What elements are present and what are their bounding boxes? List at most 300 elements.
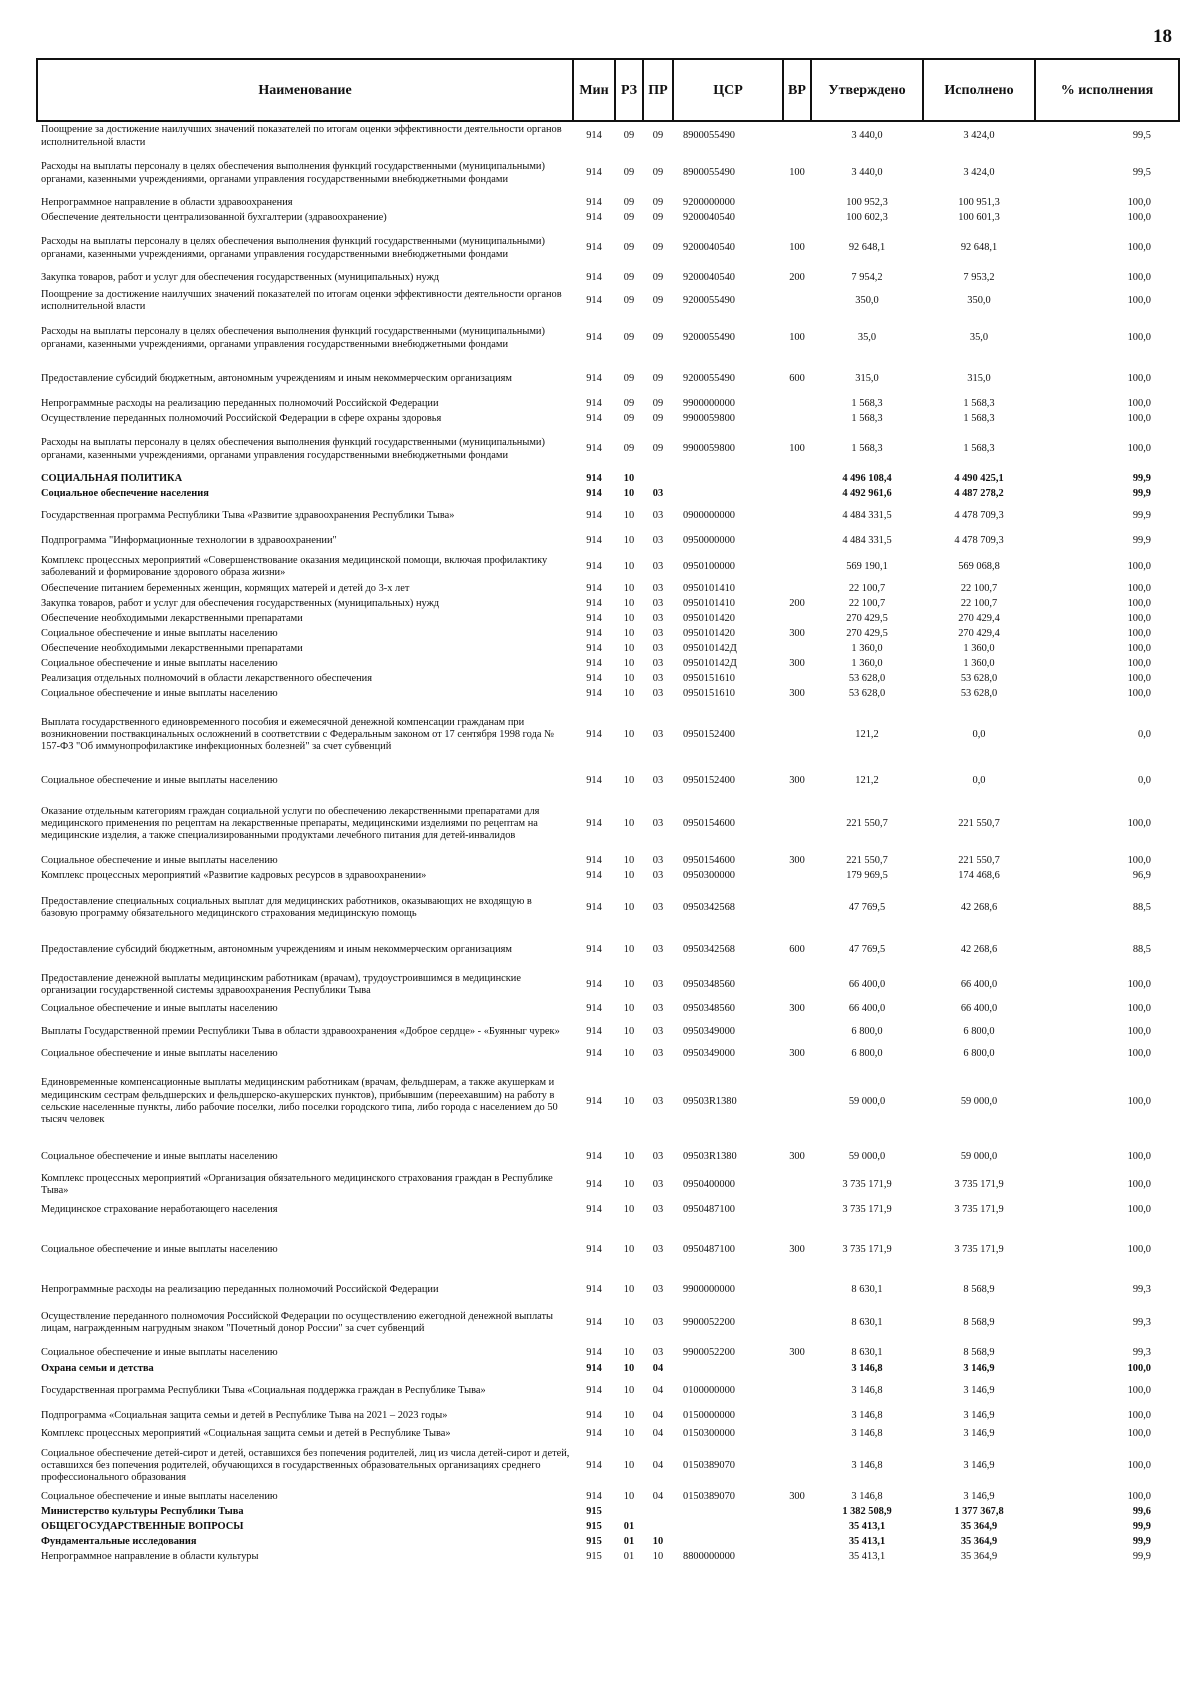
row-rz: 10 <box>623 583 635 595</box>
row-approved: 270 429,5 <box>846 613 888 625</box>
row-csr: 9900052200 <box>683 1346 735 1358</box>
row-min: 914 <box>586 688 602 700</box>
row-min: 915 <box>586 1551 602 1563</box>
row-name: Министерство культуры Республики Тыва <box>41 1506 244 1518</box>
row-percent: 99,9 <box>1132 509 1151 521</box>
row-name: Непрограммное направление в области культуры <box>41 1551 259 1563</box>
table-row <box>37 1442 1179 1490</box>
row-vr <box>783 1362 811 1377</box>
table-row <box>37 121 1179 151</box>
table-body <box>37 121 1179 1565</box>
table-row <box>37 1550 1179 1565</box>
row-executed: 6 800,0 <box>963 1048 995 1060</box>
row-csr: 0950101420 <box>683 628 735 640</box>
row-rz: 10 <box>623 1048 635 1060</box>
row-rz: 10 <box>623 728 635 740</box>
row-approved: 350,0 <box>855 294 879 306</box>
row-name: Непрограммные расходы на реализацию переданных полномочий Российской Федерации <box>41 398 439 410</box>
table-row <box>37 1062 1179 1142</box>
row-csr: 0950349000 <box>683 1025 735 1037</box>
row-csr: 9200055490 <box>683 332 735 344</box>
row-percent: 100,0 <box>1127 583 1151 595</box>
row-name: Осуществление переданного полномочия Российской Федерации по осуществлению ежегодной денежной выплаты лицам, награжденным нагрудным знаком "Почетный донор России" за счет субвенций <box>41 1310 554 1334</box>
row-approved: 3 146,8 <box>851 1459 883 1471</box>
row-approved: 7 954,2 <box>851 272 883 284</box>
row-percent: 96,9 <box>1132 870 1151 882</box>
row-name: Комплекс процессных мероприятий «Развитие кадровых ресурсов в здравоохранении» <box>41 870 427 882</box>
table-row <box>37 427 1179 472</box>
row-percent: 99,9 <box>1132 1536 1151 1548</box>
row-vr <box>783 397 811 412</box>
row-vr <box>783 968 811 1002</box>
row-min: 914 <box>586 1316 602 1328</box>
row-approved: 315,0 <box>855 372 879 384</box>
table-row <box>37 226 1179 271</box>
row-approved: 569 190,1 <box>846 560 888 572</box>
row-name: Государственная программа Республики Тыва «Развитие здравоохранения Республики Тыва» <box>41 509 455 521</box>
row-approved: 59 000,0 <box>848 1150 886 1162</box>
row-approved: 3 146,8 <box>851 1491 883 1503</box>
row-rz: 09 <box>623 398 635 410</box>
row-name: СОЦИАЛЬНАЯ ПОЛИТИКА <box>41 473 183 485</box>
row-percent: 99,9 <box>1132 534 1151 546</box>
row-rz: 10 <box>623 658 635 670</box>
row-executed: 53 628,0 <box>960 673 998 685</box>
row-name: Социальное обеспечение и иные выплаты населению <box>41 774 278 786</box>
row-csr <box>673 487 783 502</box>
row-min: 914 <box>586 1048 602 1060</box>
row-approved: 35 413,1 <box>848 1551 886 1563</box>
row-pr: 03 <box>652 1095 664 1107</box>
row-approved: 6 800,0 <box>851 1025 883 1037</box>
row-csr: 9900059800 <box>683 443 735 455</box>
row-pr: 03 <box>652 628 664 640</box>
row-pr: 04 <box>652 1384 664 1396</box>
row-percent: 99,5 <box>1132 130 1151 142</box>
row-percent: 100,0 <box>1127 1003 1151 1015</box>
row-name: Социальное обеспечение и иные выплаты населению <box>41 1003 278 1015</box>
row-pr: 03 <box>652 613 664 625</box>
row-percent: 100,0 <box>1127 643 1151 655</box>
row-vr: 300 <box>789 774 805 786</box>
row-min: 914 <box>586 242 602 254</box>
row-name: Социальное обеспечение и иные выплаты населению <box>41 658 278 670</box>
row-rz: 10 <box>623 534 635 546</box>
row-name: Расходы на выплаты персоналу в целях обеспечения выполнения функций государственными (муниципальными) органами, казенными учреждениями, органами управления государственными внебюджетными фондами <box>41 326 545 350</box>
row-pr: 03 <box>652 1025 664 1037</box>
row-rz: 10 <box>623 688 635 700</box>
row-percent: 100,0 <box>1127 1203 1151 1215</box>
row-vr: 100 <box>789 443 805 455</box>
row-name: Подпрограмма "Информационные технологии в здравоохранении" <box>41 534 337 546</box>
row-executed: 221 550,7 <box>958 817 1000 829</box>
row-min: 914 <box>586 774 602 786</box>
row-min: 914 <box>586 372 602 384</box>
row-rz: 09 <box>623 413 635 425</box>
row-rz: 10 <box>623 1459 635 1471</box>
row-rz: 10 <box>623 1283 635 1295</box>
row-percent: 99,5 <box>1132 167 1151 179</box>
row-pr: 03 <box>652 1150 664 1162</box>
table-row <box>37 1344 1179 1362</box>
row-name: Выплаты Государственной премии Республики Тыва в области здравоохранения «Доброе сердце» - «Буянныг чурек» <box>41 1025 560 1037</box>
row-min: 914 <box>586 212 602 224</box>
row-min: 914 <box>586 1150 602 1162</box>
row-executed: 42 268,6 <box>960 943 998 955</box>
row-approved: 6 800,0 <box>851 1048 883 1060</box>
header-name: Наименование <box>37 59 573 121</box>
row-approved: 1 568,3 <box>851 398 883 410</box>
row-executed: 8 568,9 <box>963 1316 995 1328</box>
row-csr: 9200040540 <box>683 212 735 224</box>
row-executed: 0,0 <box>972 728 986 740</box>
row-percent: 0,0 <box>1138 774 1151 786</box>
row-rz: 10 <box>623 643 635 655</box>
row-csr: 09503R1380 <box>683 1150 737 1162</box>
row-vr <box>783 869 811 884</box>
table-row <box>37 1490 1179 1505</box>
row-rz: 09 <box>623 212 635 224</box>
row-executed: 53 628,0 <box>960 688 998 700</box>
row-percent: 100,0 <box>1127 212 1151 224</box>
row-pr: 03 <box>652 673 664 685</box>
row-approved: 59 000,0 <box>848 1095 886 1107</box>
row-pr: 03 <box>652 870 664 882</box>
row-csr: 0950487100 <box>683 1243 735 1255</box>
row-executed: 569 068,8 <box>958 560 1000 572</box>
row-csr: 0950154600 <box>683 855 735 867</box>
row-min: 914 <box>586 197 602 209</box>
row-pr: 03 <box>652 1283 664 1295</box>
row-csr: 8900055490 <box>683 130 735 142</box>
row-csr: 0150389070 <box>683 1491 735 1503</box>
row-approved: 179 969,5 <box>846 870 888 882</box>
row-executed: 3 735 171,9 <box>954 1178 1004 1190</box>
table-row <box>37 657 1179 672</box>
row-vr: 300 <box>789 688 805 700</box>
row-executed: 270 429,4 <box>958 628 1000 640</box>
row-min: 914 <box>586 1243 602 1255</box>
row-percent: 100,0 <box>1127 855 1151 867</box>
row-min: 914 <box>586 673 602 685</box>
row-rz: 10 <box>623 1150 635 1162</box>
row-name: Медицинское страхование неработающего населения <box>41 1203 278 1215</box>
row-pr: 03 <box>652 509 664 521</box>
table-row <box>37 1520 1179 1535</box>
row-name: Осуществление переданных полномочий Российской Федерации в сфере охраны здоровья <box>41 413 442 425</box>
row-csr: 0950348560 <box>683 978 735 990</box>
row-rz: 09 <box>623 443 635 455</box>
row-csr: 095010142Д <box>683 643 737 655</box>
row-pr: 03 <box>652 488 664 500</box>
row-approved: 1 360,0 <box>851 658 883 670</box>
row-rz: 10 <box>623 1363 635 1375</box>
row-min: 914 <box>586 613 602 625</box>
row-rz: 10 <box>623 673 635 685</box>
row-pr: 03 <box>652 534 664 546</box>
row-percent: 100,0 <box>1127 978 1151 990</box>
table-row <box>37 854 1179 869</box>
table-row <box>37 1405 1179 1427</box>
table-row <box>37 1505 1179 1520</box>
row-vr <box>783 1198 811 1222</box>
row-name: Предоставление специальных социальных выплат для медицинских работников, оказывающих не входящую в базовую программу обязательного медицинского страхования медицинскую помощь <box>41 895 532 919</box>
row-vr: 100 <box>789 332 805 344</box>
row-executed: 350,0 <box>967 294 991 306</box>
row-csr: 0100000000 <box>683 1384 735 1396</box>
row-approved: 4 496 108,4 <box>842 473 892 485</box>
row-percent: 100,0 <box>1127 1491 1151 1503</box>
row-rz: 10 <box>623 488 635 500</box>
row-percent: 100,0 <box>1127 560 1151 572</box>
row-executed: 4 487 278,2 <box>954 488 1004 500</box>
row-pr: 10 <box>652 1551 664 1563</box>
row-pr: 04 <box>652 1409 664 1421</box>
row-min: 914 <box>586 728 602 740</box>
row-name: Расходы на выплаты персоналу в целях обеспечения выполнения функций государственными (муниципальными) органами, казенными учреждениями, органами управления государственными внебюджетными фондами <box>41 437 545 461</box>
row-csr: 0950152400 <box>683 728 735 740</box>
row-percent: 0,0 <box>1138 728 1151 740</box>
row-approved: 8 630,1 <box>851 1346 883 1358</box>
row-percent: 100,0 <box>1127 398 1151 410</box>
table-row <box>37 1377 1179 1405</box>
row-rz: 01 <box>623 1521 635 1533</box>
table-row <box>37 869 1179 884</box>
row-executed: 59 000,0 <box>960 1095 998 1107</box>
row-vr: 300 <box>789 628 805 640</box>
row-executed: 7 953,2 <box>963 272 995 284</box>
row-name: Оказание отдельным категориям граждан социальной услуги по обеспечению лекарственными препаратами для медицинского применения по рецептам на лекарственные препараты, медицинскими изделиями по рецептам на медицинские изделия, а также специализированными продуктами лечебного питания для детей-инвалидов <box>41 805 540 842</box>
row-name: Социальное обеспечение и иные выплаты населению <box>41 1346 278 1358</box>
table-row <box>37 1172 1179 1198</box>
row-pr: 03 <box>652 1048 664 1060</box>
row-name: Обеспечение деятельности централизованной бухгалтерии (здравоохранение) <box>41 212 387 224</box>
row-percent: 99,6 <box>1132 1506 1151 1518</box>
row-vr <box>783 502 811 530</box>
row-name: Предоставление субсидий бюджетным, автономным учреждениям и иным некоммерческим организациям <box>41 372 512 384</box>
row-name: Выплата государственного единовременного пособия и ежемесячной денежной компенсации гражданам при возникновении поствакцинальных осложнений в соответствии с Федеральным законом от 17 сентября 1998 года № 157-ФЗ "Об иммунопрофилактике инфекционных болезней" за счет субвенций <box>41 716 554 753</box>
row-approved: 92 648,1 <box>848 242 886 254</box>
row-percent: 100,0 <box>1127 1095 1151 1107</box>
row-pr: 04 <box>652 1428 664 1440</box>
row-name: Социальное обеспечение и иные выплаты населению <box>41 855 278 867</box>
row-executed: 3 146,9 <box>963 1459 995 1471</box>
row-min: 914 <box>586 1363 602 1375</box>
row-pr: 09 <box>652 130 664 142</box>
row-executed: 4 478 709,3 <box>954 534 1004 546</box>
row-rz: 01 <box>623 1551 635 1563</box>
row-vr <box>783 1302 811 1344</box>
row-executed: 66 400,0 <box>960 978 998 990</box>
row-percent: 100,0 <box>1127 598 1151 610</box>
row-percent: 100,0 <box>1127 1150 1151 1162</box>
row-csr: 0950400000 <box>683 1178 735 1190</box>
row-name: Комплекс процессных мероприятий «Совершенствование оказания медицинской помощи, включая профилактику заболеваний и формирование здорового образа жизни» <box>41 554 548 578</box>
row-executed: 3 424,0 <box>963 167 995 179</box>
table-row <box>37 1198 1179 1222</box>
row-executed: 100 601,3 <box>958 212 1000 224</box>
row-name: Обеспечение питанием беременных женщин, кормящих матерей и детей до 3-х лет <box>41 583 410 595</box>
row-vr <box>783 1377 811 1405</box>
row-min: 914 <box>586 1384 602 1396</box>
row-pr: 09 <box>652 372 664 384</box>
row-csr: 0950348560 <box>683 1003 735 1015</box>
table-row <box>37 1002 1179 1017</box>
row-pr: 03 <box>652 560 664 572</box>
row-percent: 100,0 <box>1127 1459 1151 1471</box>
row-approved: 1 360,0 <box>851 643 883 655</box>
row-percent: 100,0 <box>1127 673 1151 685</box>
row-rz: 10 <box>623 1003 635 1015</box>
row-csr: 0950151610 <box>683 688 735 700</box>
row-rz: 10 <box>623 943 635 955</box>
row-approved: 3 146,8 <box>851 1428 883 1440</box>
table-row <box>37 286 1179 316</box>
row-percent: 100,0 <box>1127 628 1151 640</box>
row-csr <box>673 1520 783 1535</box>
row-executed: 8 568,9 <box>963 1346 995 1358</box>
row-min: 914 <box>586 1409 602 1421</box>
row-percent: 99,3 <box>1132 1283 1151 1295</box>
row-rz: 10 <box>623 613 635 625</box>
row-csr: 0950101410 <box>683 598 735 610</box>
row-min: 914 <box>586 598 602 610</box>
row-rz: 09 <box>623 372 635 384</box>
table-row <box>37 487 1179 502</box>
header-rz: РЗ <box>615 59 643 121</box>
row-approved: 3 735 171,9 <box>842 1203 892 1215</box>
row-vr <box>783 702 811 768</box>
row-executed: 1 360,0 <box>963 643 995 655</box>
row-name: Социальное обеспечение и иные выплаты населению <box>41 1243 278 1255</box>
row-executed: 4 490 425,1 <box>954 473 1004 485</box>
row-csr: 9900059800 <box>683 413 735 425</box>
row-vr <box>783 1405 811 1427</box>
table-row <box>37 502 1179 530</box>
row-csr: 0950152400 <box>683 774 735 786</box>
row-vr: 300 <box>789 1048 805 1060</box>
row-approved: 270 429,5 <box>846 628 888 640</box>
row-vr <box>783 530 811 552</box>
row-executed: 42 268,6 <box>960 901 998 913</box>
row-name: Закупка товаров, работ и услуг для обеспечения государственных (муниципальных) нужд <box>41 272 440 284</box>
row-min: 914 <box>586 1025 602 1037</box>
row-pr <box>643 472 673 487</box>
row-csr: 9900052200 <box>683 1316 735 1328</box>
row-name: Социальное обеспечение и иные выплаты населению <box>41 1150 278 1162</box>
row-approved: 47 769,5 <box>848 943 886 955</box>
row-rz: 10 <box>623 817 635 829</box>
row-pr: 04 <box>652 1459 664 1471</box>
row-approved: 3 146,8 <box>851 1384 883 1396</box>
table-row <box>37 687 1179 702</box>
row-rz: 10 <box>623 1491 635 1503</box>
row-pr: 04 <box>652 1491 664 1503</box>
row-vr: 300 <box>789 1150 805 1162</box>
row-pr: 09 <box>652 294 664 306</box>
row-pr: 10 <box>652 1536 664 1548</box>
row-approved: 3 146,8 <box>851 1409 883 1421</box>
table-row <box>37 1362 1179 1377</box>
row-rz: 09 <box>623 332 635 344</box>
row-name: Расходы на выплаты персоналу в целях обеспечения выполнения функций государственными (муниципальными) органами, казенными учреждениями, органами управления государственными внебюджетными фондами <box>41 236 545 260</box>
row-executed: 3 146,9 <box>963 1428 995 1440</box>
row-pr: 09 <box>652 242 664 254</box>
row-rz: 10 <box>623 855 635 867</box>
table-row <box>37 968 1179 1002</box>
row-csr: 9200040540 <box>683 272 735 284</box>
row-vr <box>783 286 811 316</box>
row-csr <box>673 1535 783 1550</box>
row-vr: 200 <box>789 272 805 284</box>
row-rz: 09 <box>623 294 635 306</box>
row-vr <box>783 672 811 687</box>
row-min: 914 <box>586 870 602 882</box>
row-vr: 300 <box>789 855 805 867</box>
row-vr <box>783 1278 811 1302</box>
row-percent: 100,0 <box>1127 613 1151 625</box>
row-name: Поощрение за достижение наилучших значений показателей по итогам оценки эффективности деятельности органов исполнительной власти <box>41 288 562 312</box>
row-name: Поощрение за достижение наилучших значений показателей по итогам оценки эффективности деятельности органов исполнительной власти <box>41 124 562 148</box>
row-name: Обеспечение необходимыми лекарственными препаратами <box>41 613 303 625</box>
row-name: Социальное обеспечение детей-сирот и детей, оставшихся без попечения родителей, лиц из числа детей-сирот и детей, оставшихся без попечения родителей, обучающихся в государственных образовательных организациях среднего профессионального образования <box>41 1447 570 1484</box>
row-executed: 92 648,1 <box>960 242 998 254</box>
row-rz: 09 <box>623 167 635 179</box>
row-vr <box>783 1520 811 1535</box>
row-name: Реализация отдельных полномочий в области лекарственного обеспечения <box>41 673 373 685</box>
row-percent: 100,0 <box>1127 1243 1151 1255</box>
row-percent: 100,0 <box>1127 1384 1151 1396</box>
row-name: Непрограммное направление в области здравоохранения <box>41 197 293 209</box>
row-approved: 1 568,3 <box>851 443 883 455</box>
row-pr: 09 <box>652 272 664 284</box>
row-min: 914 <box>586 978 602 990</box>
row-name: Социальное обеспечение и иные выплаты населению <box>41 1048 278 1060</box>
table-row <box>37 672 1179 687</box>
row-rz: 09 <box>623 242 635 254</box>
row-vr <box>783 642 811 657</box>
row-approved: 4 484 331,5 <box>842 534 892 546</box>
row-percent: 100,0 <box>1127 1048 1151 1060</box>
row-vr <box>783 1505 811 1520</box>
row-approved: 4 484 331,5 <box>842 509 892 521</box>
row-name: Единовременные компенсационные выплаты медицинским работникам (врачам, фельдшерам, а также акушеркам и медицинским сестрам фельдшерских и фельдшерско-акушерских пунктов), прибывшим (переехавшим) на работу в сельские населенные пункты, либо рабочие поселки, либо поселки городского типа, либо города с населением до 50 тысяч человек <box>41 1077 558 1126</box>
row-name: Социальное обеспечение и иные выплаты населению <box>41 688 278 700</box>
row-pr: 03 <box>652 943 664 955</box>
row-approved: 3 735 171,9 <box>842 1243 892 1255</box>
row-min: 914 <box>586 167 602 179</box>
row-rz: 10 <box>623 1428 635 1440</box>
row-min: 915 <box>586 1536 602 1548</box>
row-rz: 09 <box>623 272 635 284</box>
row-csr: 9200055490 <box>683 294 735 306</box>
table-row <box>37 702 1179 768</box>
row-min: 915 <box>586 1521 602 1533</box>
table-row <box>37 196 1179 211</box>
row-approved: 121,2 <box>855 728 879 740</box>
row-vr <box>783 472 811 487</box>
row-pr: 03 <box>652 1203 664 1215</box>
row-pr: 03 <box>652 643 664 655</box>
row-percent: 99,9 <box>1132 1551 1151 1563</box>
row-executed: 35 364,9 <box>960 1551 998 1563</box>
row-executed: 174 468,6 <box>958 870 1000 882</box>
row-vr <box>783 1535 811 1550</box>
row-min: 914 <box>586 901 602 913</box>
row-executed: 22 100,7 <box>960 583 998 595</box>
table-row <box>37 627 1179 642</box>
row-min: 914 <box>586 643 602 655</box>
